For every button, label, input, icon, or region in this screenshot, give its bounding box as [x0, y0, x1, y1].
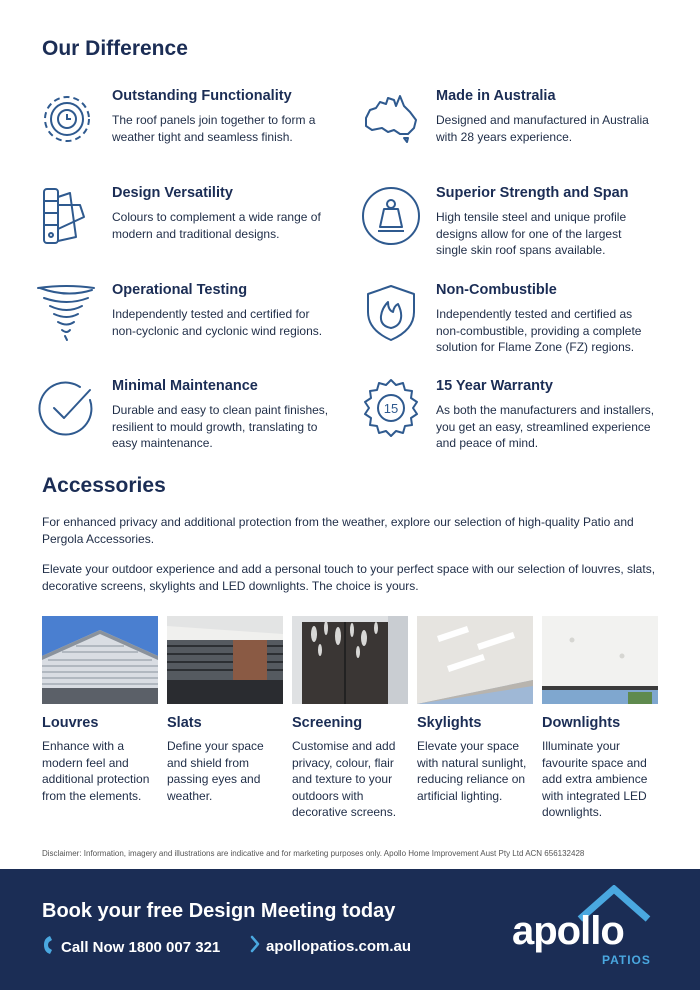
feature-desc: Durable and easy to clean paint finishes, resilient to mould growth, translating to easy maintenance.	[112, 403, 329, 451]
footer-title: Book your free Design Meeting today	[42, 900, 396, 922]
accessory-louvres	[42, 616, 158, 804]
section-heading-difference: Our Difference	[42, 37, 188, 60]
disclaimer-text: Disclaimer: Information, imagery and illustrations are indicative and for marketing purposes only. Apollo Home Improvement Aust Pty Ltd ACN 656132428	[42, 849, 585, 858]
phone-icon	[42, 935, 53, 959]
flame-shield-icon	[360, 282, 422, 344]
accessory-downlights	[542, 616, 658, 821]
accessory-title: Louvres	[42, 715, 99, 731]
feature-title: Minimal Maintenance	[112, 378, 258, 394]
accessory-title: Slats	[167, 715, 202, 731]
colour-swatch-icon	[36, 185, 98, 247]
call-text: Call Now 1800 007 321	[61, 938, 221, 956]
accessory-skylights	[417, 616, 533, 804]
accessory-desc: Illuminate your favourite space and add extra ambience with integrated LED downlights.	[542, 739, 648, 820]
skylights-photo	[417, 616, 533, 704]
accessories-intro-paragraph: For enhanced privacy and additional protection from the weather, explore our selection of high-quality Patio and Pergola Accessories.	[42, 515, 634, 546]
feature-title: Non-Combustible	[436, 282, 557, 298]
logo-wordmark: apollo	[512, 909, 624, 953]
feature-desc: The roof panels join together to form a weather tight and seamless finish.	[112, 113, 316, 144]
accessory-desc: Customise and add privacy, colour, flair and texture to your outdoors with decorative screens.	[292, 739, 397, 820]
warranty-badge-number: 15	[383, 401, 399, 416]
accessory-title: Downlights	[542, 715, 621, 731]
apollo-logo	[512, 885, 662, 975]
chevron-right-icon	[250, 935, 260, 957]
feature-desc: Independently tested and certified for non-cyclonic and cyclonic wind regions.	[112, 307, 323, 338]
feature-title: Operational Testing	[112, 282, 248, 298]
accessory-title: Screening	[292, 715, 363, 731]
accessory-slats	[167, 616, 283, 804]
accessory-desc: Elevate your space with natural sunlight, reducing reliance on artificial lighting.	[417, 739, 527, 803]
feature-desc: Independently tested and certified as non-combustible, providing a complete solution for Flame Zone (FZ) regions.	[436, 307, 642, 355]
accessory-desc: Enhance with a modern feel and additional protection from the elements.	[42, 739, 150, 803]
feature-desc: Colours to complement a wide range of modern and traditional designs.	[112, 210, 321, 241]
slats-photo	[167, 616, 283, 704]
accessory-desc: Define your space and shield from passing eyes and weather.	[167, 739, 264, 803]
feature-desc: As both the manufacturers and installers, you get an easy, streamlined experience and peace of mind.	[436, 403, 655, 451]
feature-desc: High tensile steel and unique profile designs allow for one of the largest single skin roof spans available.	[436, 210, 627, 258]
feature-title: Design Versatility	[112, 185, 233, 201]
call-link[interactable]	[42, 935, 220, 959]
feature-title: Made in Australia	[436, 88, 556, 104]
accessory-title: Skylights	[417, 715, 482, 731]
downlights-photo	[542, 616, 658, 704]
warranty-badge-icon	[360, 378, 422, 440]
louvres-photo	[42, 616, 158, 704]
tornado-icon	[36, 282, 98, 344]
checkmark-circle-icon	[36, 378, 98, 440]
accessory-screening	[292, 616, 408, 821]
gear-clock-icon	[36, 88, 98, 150]
logo-subtitle: PATIOS	[602, 953, 651, 967]
section-heading-accessories: Accessories	[42, 474, 166, 497]
feature-desc: Designed and manufactured in Australia with 28 years experience.	[436, 113, 649, 144]
feature-title: Outstanding Functionality	[112, 88, 292, 104]
weight-icon	[360, 185, 422, 247]
website-text: apollopatios.com.au	[266, 937, 412, 955]
feature-title: 15 Year Warranty	[436, 378, 553, 394]
screening-photo	[292, 616, 408, 704]
feature-title: Superior Strength and Span	[436, 185, 629, 201]
australia-map-icon	[360, 88, 422, 150]
footer-banner	[0, 869, 700, 990]
website-link[interactable]	[250, 935, 411, 957]
accessories-detail-paragraph: Elevate your outdoor experience and add a personal touch to your perfect space with our selection of louvres, slats, decorative screens, skylights and LED downlights. The choice is yours.	[42, 562, 656, 593]
